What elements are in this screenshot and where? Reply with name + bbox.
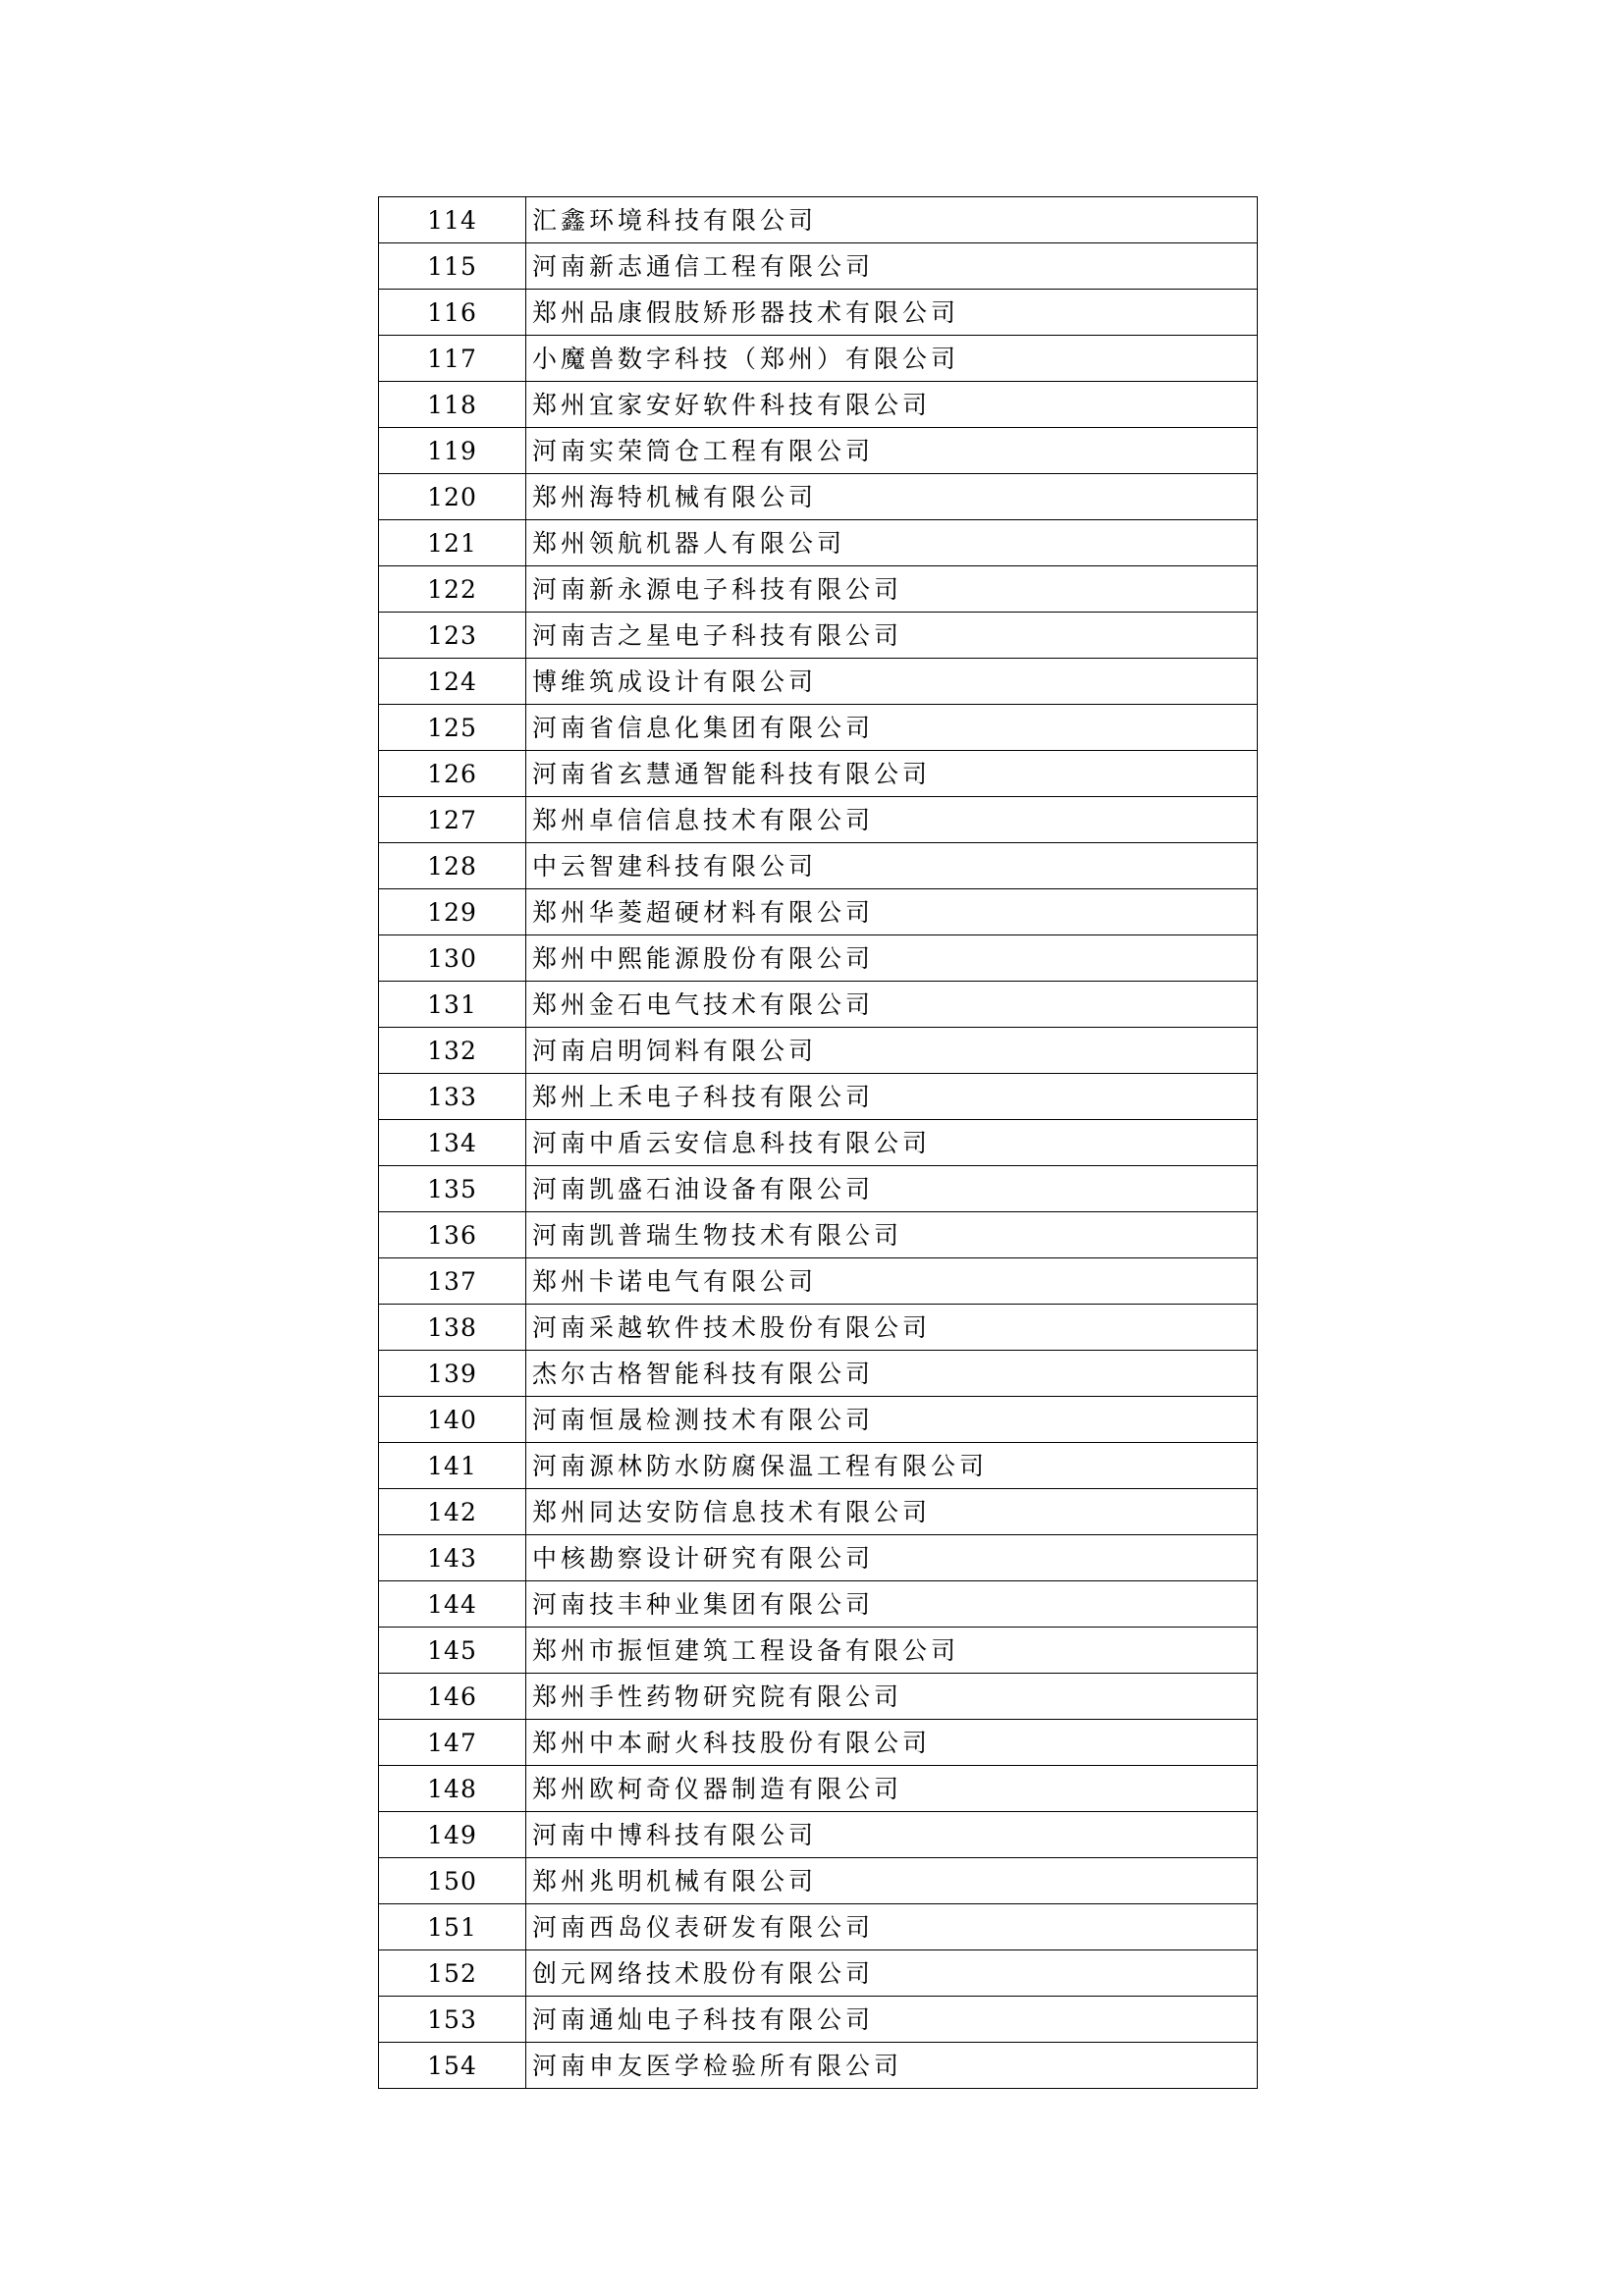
row-number: 149	[379, 1812, 526, 1858]
row-number: 129	[379, 889, 526, 935]
table-row	[379, 1720, 1258, 1766]
table-row	[379, 1074, 1258, 1120]
company-name: 郑州卡诺电气有限公司	[526, 1258, 1258, 1305]
company-name: 杰尔古格智能科技有限公司	[526, 1351, 1258, 1397]
company-name: 河南申友医学检验所有限公司	[526, 2043, 1258, 2089]
row-number: 121	[379, 520, 526, 566]
table-row	[379, 613, 1258, 659]
company-list-table	[378, 196, 1258, 2089]
row-number: 152	[379, 1950, 526, 1997]
company-name: 河南凯普瑞生物技术有限公司	[526, 1212, 1258, 1258]
row-number: 144	[379, 1581, 526, 1628]
table-row	[379, 1028, 1258, 1074]
company-name: 河南实荣筒仓工程有限公司	[526, 428, 1258, 474]
table-row	[379, 659, 1258, 705]
company-name: 河南省信息化集团有限公司	[526, 705, 1258, 751]
row-number: 143	[379, 1535, 526, 1581]
table-row	[379, 428, 1258, 474]
table-row	[379, 474, 1258, 520]
row-number: 125	[379, 705, 526, 751]
company-name: 河南源林防水防腐保温工程有限公司	[526, 1443, 1258, 1489]
company-name: 河南启明饲料有限公司	[526, 1028, 1258, 1074]
row-number: 124	[379, 659, 526, 705]
company-name: 郑州同达安防信息技术有限公司	[526, 1489, 1258, 1535]
company-name: 郑州品康假肢矫形器技术有限公司	[526, 290, 1258, 336]
row-number: 130	[379, 935, 526, 982]
row-number: 138	[379, 1305, 526, 1351]
company-name: 郑州手性药物研究院有限公司	[526, 1674, 1258, 1720]
table-row	[379, 2043, 1258, 2089]
row-number: 114	[379, 197, 526, 243]
table-row	[379, 336, 1258, 382]
table-row	[379, 520, 1258, 566]
row-number: 154	[379, 2043, 526, 2089]
row-number: 145	[379, 1628, 526, 1674]
table-row	[379, 1305, 1258, 1351]
company-name: 郑州兆明机械有限公司	[526, 1858, 1258, 1904]
table-row	[379, 1997, 1258, 2043]
table-row	[379, 1212, 1258, 1258]
table-row	[379, 751, 1258, 797]
company-name: 郑州中本耐火科技股份有限公司	[526, 1720, 1258, 1766]
table-row	[379, 1258, 1258, 1305]
company-name: 郑州金石电气技术有限公司	[526, 982, 1258, 1028]
company-name: 河南省玄慧通智能科技有限公司	[526, 751, 1258, 797]
row-number: 119	[379, 428, 526, 474]
row-number: 150	[379, 1858, 526, 1904]
company-list-body	[379, 197, 1258, 2089]
table-row	[379, 1950, 1258, 1997]
company-name: 河南恒晟检测技术有限公司	[526, 1397, 1258, 1443]
table-row	[379, 1443, 1258, 1489]
company-name: 中核勘察设计研究有限公司	[526, 1535, 1258, 1581]
company-name: 郑州欧柯奇仪器制造有限公司	[526, 1766, 1258, 1812]
table-row	[379, 1581, 1258, 1628]
row-number: 153	[379, 1997, 526, 2043]
table-row	[379, 1858, 1258, 1904]
row-number: 133	[379, 1074, 526, 1120]
company-name: 河南吉之星电子科技有限公司	[526, 613, 1258, 659]
company-name: 河南中博科技有限公司	[526, 1812, 1258, 1858]
table-row	[379, 1489, 1258, 1535]
company-name: 汇鑫环境科技有限公司	[526, 197, 1258, 243]
company-name: 河南通灿电子科技有限公司	[526, 1997, 1258, 2043]
row-number: 137	[379, 1258, 526, 1305]
table-row	[379, 1766, 1258, 1812]
table-row	[379, 935, 1258, 982]
row-number: 134	[379, 1120, 526, 1166]
row-number: 142	[379, 1489, 526, 1535]
table-row	[379, 1535, 1258, 1581]
row-number: 132	[379, 1028, 526, 1074]
company-name: 小魔兽数字科技（郑州）有限公司	[526, 336, 1258, 382]
row-number: 147	[379, 1720, 526, 1766]
row-number: 122	[379, 566, 526, 613]
row-number: 151	[379, 1904, 526, 1950]
table-row	[379, 889, 1258, 935]
company-name: 郑州领航机器人有限公司	[526, 520, 1258, 566]
company-name: 河南西岛仪表研发有限公司	[526, 1904, 1258, 1950]
row-number: 123	[379, 613, 526, 659]
table-row	[379, 382, 1258, 428]
row-number: 120	[379, 474, 526, 520]
company-name: 郑州海特机械有限公司	[526, 474, 1258, 520]
table-row	[379, 705, 1258, 751]
company-name: 中云智建科技有限公司	[526, 843, 1258, 889]
table-row	[379, 1904, 1258, 1950]
row-number: 146	[379, 1674, 526, 1720]
table-row	[379, 243, 1258, 290]
company-name: 河南新永源电子科技有限公司	[526, 566, 1258, 613]
company-name: 郑州宜家安好软件科技有限公司	[526, 382, 1258, 428]
table-row	[379, 1397, 1258, 1443]
company-name: 博维筑成设计有限公司	[526, 659, 1258, 705]
table-row	[379, 843, 1258, 889]
company-name: 郑州上禾电子科技有限公司	[526, 1074, 1258, 1120]
row-number: 117	[379, 336, 526, 382]
table-row	[379, 1120, 1258, 1166]
table-row	[379, 566, 1258, 613]
company-name: 郑州华菱超硬材料有限公司	[526, 889, 1258, 935]
table-row	[379, 1674, 1258, 1720]
table-row	[379, 290, 1258, 336]
company-name: 河南新志通信工程有限公司	[526, 243, 1258, 290]
row-number: 127	[379, 797, 526, 843]
table-row	[379, 1812, 1258, 1858]
company-name: 河南技丰种业集团有限公司	[526, 1581, 1258, 1628]
table-row	[379, 1166, 1258, 1212]
row-number: 135	[379, 1166, 526, 1212]
row-number: 126	[379, 751, 526, 797]
company-name: 河南凯盛石油设备有限公司	[526, 1166, 1258, 1212]
row-number: 136	[379, 1212, 526, 1258]
company-name: 创元网络技术股份有限公司	[526, 1950, 1258, 1997]
row-number: 148	[379, 1766, 526, 1812]
company-name: 河南中盾云安信息科技有限公司	[526, 1120, 1258, 1166]
table-row	[379, 982, 1258, 1028]
row-number: 141	[379, 1443, 526, 1489]
row-number: 118	[379, 382, 526, 428]
company-name: 郑州市振恒建筑工程设备有限公司	[526, 1628, 1258, 1674]
row-number: 139	[379, 1351, 526, 1397]
row-number: 116	[379, 290, 526, 336]
company-name: 郑州中熙能源股份有限公司	[526, 935, 1258, 982]
table-row	[379, 197, 1258, 243]
table-row	[379, 1351, 1258, 1397]
row-number: 131	[379, 982, 526, 1028]
table-row	[379, 1628, 1258, 1674]
row-number: 128	[379, 843, 526, 889]
row-number: 140	[379, 1397, 526, 1443]
company-name: 河南采越软件技术股份有限公司	[526, 1305, 1258, 1351]
company-name: 郑州卓信信息技术有限公司	[526, 797, 1258, 843]
table-row	[379, 797, 1258, 843]
row-number: 115	[379, 243, 526, 290]
